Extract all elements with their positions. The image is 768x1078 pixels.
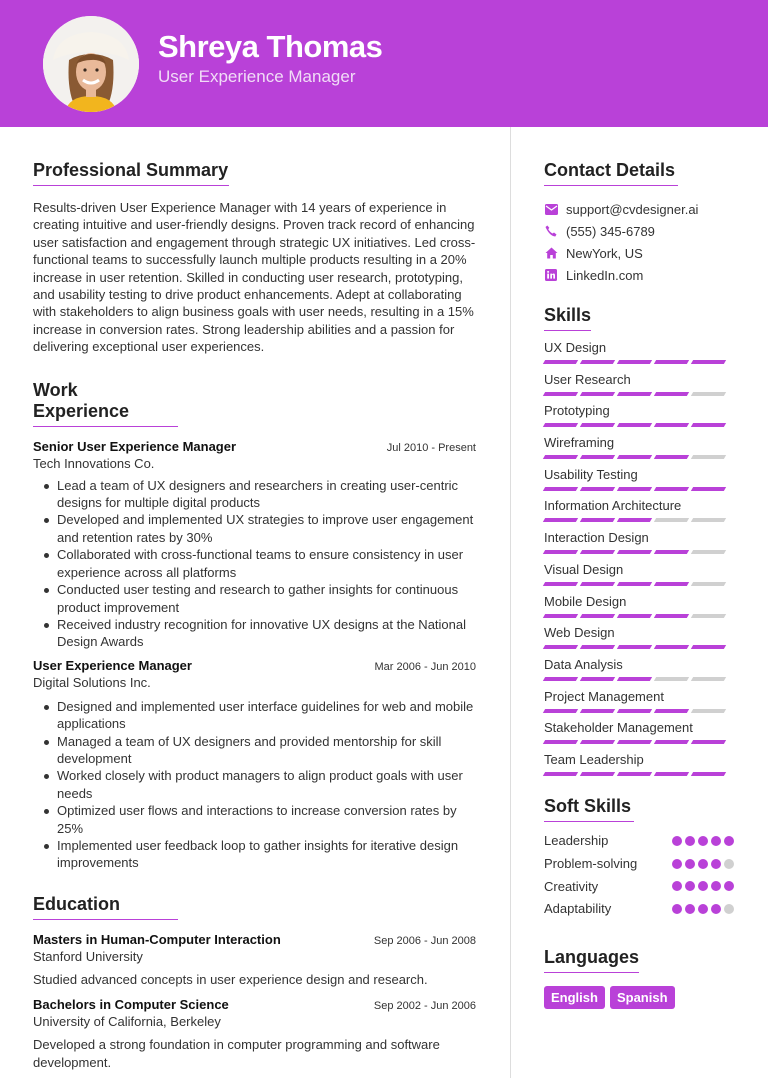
skill-level-segment [617, 709, 652, 713]
skill-item [544, 562, 734, 594]
job-date: Mar 2006 - Jun 2010 [374, 660, 476, 673]
skill-level-bars [544, 740, 734, 744]
job-title: User Experience Manager [33, 657, 192, 673]
job-date: Jul 2010 - Present [386, 441, 476, 454]
soft-skill-rating [672, 881, 734, 891]
rating-dot [724, 836, 734, 846]
contact-heading: Contact Details [544, 160, 678, 186]
list-item: Worked closely with product managers to align product goals with user needs [33, 767, 476, 802]
job-entry [33, 439, 476, 651]
summary-heading: Professional Summary [33, 160, 229, 186]
list-item: Received industry recognition for innovative UX designs at the National Design Awards [33, 616, 476, 651]
education-heading: Education [33, 894, 178, 920]
side-column [544, 160, 734, 1009]
skill-name: Mobile Design [544, 593, 627, 609]
skill-level-segment [543, 423, 578, 427]
skills-heading: Skills [544, 305, 591, 331]
skill-level-segment [654, 740, 689, 744]
skill-level-segment [580, 772, 615, 776]
skill-level-segment [580, 550, 615, 554]
rating-dot [711, 881, 721, 891]
rating-dot [724, 904, 734, 914]
avatar-illustration [43, 16, 139, 112]
rating-dot [672, 881, 682, 891]
skill-level-segment [580, 677, 615, 681]
work-heading: Work Experience [33, 380, 178, 427]
skill-level-bars [544, 677, 734, 681]
skill-item [544, 689, 734, 721]
skill-level-segment [543, 677, 578, 681]
list-item: Developed and implemented UX strategies to improve user engagement and retention rates by 30% [33, 511, 476, 546]
skill-level-segment [580, 518, 615, 522]
skill-level-segment [543, 645, 578, 649]
skill-level-segment [617, 518, 652, 522]
rating-dot [711, 859, 721, 869]
rating-dot [698, 881, 708, 891]
main-column [33, 160, 476, 1071]
skill-level-segment [617, 677, 652, 681]
soft-skill-rating [672, 904, 734, 914]
soft-skill-name: Creativity [544, 878, 599, 894]
languages-heading: Languages [544, 947, 639, 973]
skill-level-segment [691, 550, 726, 554]
contact-linkedin[interactable] [544, 264, 734, 286]
job-bullets [33, 477, 476, 651]
candidate-name: Shreya Thomas [158, 29, 383, 64]
skill-level-bars [544, 423, 734, 427]
skill-item [544, 720, 734, 752]
skill-name: Web Design [544, 625, 615, 641]
education-date: Sep 2002 - Jun 2006 [373, 1000, 476, 1013]
skill-level-segment [543, 455, 578, 459]
job-company: Tech Innovations Co. [33, 455, 155, 471]
summary-text: Results-driven User Experience Manager with 14 years of experience in creating intuitive and user-friendly designs. Proven track record of enhancing user satisfaction and engagement through strategic UX initiatives. Led cross-functional teams to successfully launch multiple products resulting in a 20% increase in user retention. Skilled in conducting user research, prototyping, and usability testing to drive product enhancements. Adept at collaborating with stakeholders to align business goals with user needs, resulting in a 15% increase in conversion rates. Strong leadership abilities and a passion for delivering exceptional user experiences. [33, 200, 476, 355]
skill-level-segment [654, 772, 689, 776]
skill-level-segment [691, 455, 726, 459]
skill-level-segment [617, 550, 652, 554]
soft-skill-name: Problem-solving [544, 856, 638, 872]
resume-header [0, 0, 768, 127]
contact-email[interactable] [544, 198, 734, 220]
rating-dot [698, 904, 708, 914]
skill-level-segment [543, 518, 578, 522]
language-badge: Spanish [610, 986, 675, 1009]
skill-level-segment [691, 360, 726, 364]
skill-name: Usability Testing [544, 466, 638, 482]
skill-name: Data Analysis [544, 656, 623, 672]
skill-level-segment [691, 740, 726, 744]
rating-dot [724, 859, 734, 869]
skill-level-bars [544, 772, 734, 776]
skill-level-segment [691, 423, 726, 427]
skill-level-segment [617, 455, 652, 459]
skill-level-segment [691, 772, 726, 776]
contact-location-text: NewYork, US [566, 245, 643, 261]
skill-level-segment [580, 614, 615, 618]
rating-dot [711, 904, 721, 914]
skill-level-segment [580, 455, 615, 459]
skill-level-segment [543, 392, 578, 396]
list-item: Managed a team of UX designers and provided mentorship for skill development [33, 733, 476, 768]
skill-level-segment [617, 645, 652, 649]
skill-level-segment [580, 360, 615, 364]
rating-dot [711, 836, 721, 846]
skill-level-segment [617, 614, 652, 618]
skill-level-segment [617, 772, 652, 776]
skill-level-segment [691, 392, 726, 396]
profile-photo [43, 16, 139, 112]
skill-level-segment [691, 709, 726, 713]
skill-level-segment [580, 582, 615, 586]
skill-level-segment [543, 740, 578, 744]
education-description: Developed a strong foundation in computer programming and software development. [33, 1037, 440, 1070]
contact-email-text: support@cvdesigner.ai [566, 201, 699, 217]
skill-level-segment [617, 487, 652, 491]
skill-name: Stakeholder Management [544, 720, 693, 736]
language-badge: English [544, 986, 605, 1009]
skill-item [544, 435, 734, 467]
skill-level-segment [543, 582, 578, 586]
skill-item [544, 657, 734, 689]
skill-level-segment [543, 550, 578, 554]
list-item: Designed and implemented user interface guidelines for web and mobile applications [33, 698, 476, 733]
list-item: Conducted user testing and research to gather insights for continuous product improvement [33, 581, 476, 616]
phone-icon [544, 224, 558, 238]
rating-dot [685, 836, 695, 846]
contact-phone-text: (555) 345-6789 [566, 223, 655, 239]
soft-skill-name: Adaptability [544, 901, 612, 917]
rating-dot [685, 881, 695, 891]
rating-dot [672, 836, 682, 846]
skill-level-segment [580, 709, 615, 713]
list-item: Collaborated with cross-functional teams to ensure consistency in user experience across all platforms [33, 546, 476, 581]
school-name: University of California, Berkeley [33, 1014, 221, 1030]
linkedin-icon [544, 268, 558, 282]
skill-name: Prototyping [544, 403, 610, 419]
skill-name: Information Architecture [544, 498, 682, 514]
skill-level-segment [654, 709, 689, 713]
education-entry [33, 932, 476, 988]
skill-level-bars [544, 518, 734, 522]
skill-level-segment [617, 392, 652, 396]
rating-dot [724, 881, 734, 891]
skill-level-segment [654, 392, 689, 396]
skill-level-segment [691, 487, 726, 491]
skill-name: Wireframing [544, 435, 615, 451]
soft-skill-item [544, 897, 734, 920]
column-divider [510, 127, 511, 1078]
skill-level-bars [544, 614, 734, 618]
skill-level-segment [543, 487, 578, 491]
education-description: Studied advanced concepts in user experience design and research. [33, 971, 428, 987]
skill-level-bars [544, 392, 734, 396]
skill-level-segment [617, 740, 652, 744]
skill-name: UX Design [544, 340, 607, 355]
skill-level-segment [543, 772, 578, 776]
skill-level-segment [691, 677, 726, 681]
skill-level-bars [544, 550, 734, 554]
skill-item [544, 403, 734, 435]
job-entry [33, 658, 476, 872]
skill-item [544, 372, 734, 404]
skill-item [544, 530, 734, 562]
skill-level-segment [580, 423, 615, 427]
rating-dot [685, 859, 695, 869]
contact-list [544, 198, 734, 286]
skill-level-segment [654, 487, 689, 491]
candidate-title: User Experience Manager [158, 67, 356, 86]
skill-level-bars [544, 487, 734, 491]
skill-item [544, 467, 734, 499]
contact-linkedin-text: LinkedIn.com [566, 267, 644, 283]
skill-level-segment [543, 360, 578, 364]
rating-dot [698, 836, 708, 846]
skill-level-segment [580, 392, 615, 396]
list-item: Implemented user feedback loop to gather insights for iterative design improvements [33, 837, 476, 872]
skill-item [544, 340, 734, 372]
skill-level-segment [654, 360, 689, 364]
skill-level-segment [543, 614, 578, 618]
skill-level-segment [580, 740, 615, 744]
rating-dot [672, 859, 682, 869]
school-name: Stanford University [33, 948, 143, 964]
skill-level-segment [617, 360, 652, 364]
soft-skill-item [544, 830, 734, 853]
skill-level-segment [580, 645, 615, 649]
skill-level-segment [654, 455, 689, 459]
skills-list [544, 340, 734, 784]
soft-skill-name: Leadership [544, 833, 609, 849]
skill-name: Project Management [544, 688, 664, 704]
skill-level-segment [654, 614, 689, 618]
job-company: Digital Solutions Inc. [33, 674, 151, 690]
skill-level-segment [654, 645, 689, 649]
skill-level-segment [617, 423, 652, 427]
skill-name: Team Leadership [544, 751, 644, 767]
skill-name: User Research [544, 371, 631, 387]
skill-level-segment [654, 423, 689, 427]
skill-level-segment [654, 677, 689, 681]
skill-level-bars [544, 582, 734, 586]
rating-dot [672, 904, 682, 914]
soft-skill-rating [672, 836, 734, 846]
skill-name: Visual Design [544, 561, 624, 577]
languages-list [544, 986, 734, 1009]
skill-level-segment [654, 582, 689, 586]
skill-level-segment [691, 518, 726, 522]
soft-skills-heading: Soft Skills [544, 796, 634, 822]
skill-level-bars [544, 455, 734, 459]
home-icon [544, 246, 558, 260]
soft-skills-list [544, 830, 734, 920]
skill-level-segment [691, 582, 726, 586]
contact-location [544, 242, 734, 264]
skill-level-segment [654, 550, 689, 554]
skill-level-bars [544, 709, 734, 713]
skill-item [544, 625, 734, 657]
skill-level-segment [543, 709, 578, 713]
skill-level-bars [544, 645, 734, 649]
rating-dot [685, 904, 695, 914]
education-date: Sep 2006 - Jun 2008 [373, 934, 476, 947]
skill-level-bars [544, 360, 734, 364]
degree-title: Bachelors in Computer Science [33, 997, 229, 1013]
job-bullets [33, 698, 476, 872]
skill-level-segment [580, 487, 615, 491]
soft-skill-item [544, 852, 734, 875]
envelope-icon [544, 202, 558, 216]
skill-item [544, 498, 734, 530]
skill-level-segment [654, 518, 689, 522]
skill-name: Interaction Design [544, 530, 649, 546]
education-entry [33, 997, 476, 1071]
skill-item [544, 594, 734, 626]
list-item: Lead a team of UX designers and researchers in creating user-centric designs for multiple digital products [33, 477, 476, 512]
skill-level-segment [691, 645, 726, 649]
skill-item [544, 752, 734, 784]
skill-level-segment [691, 614, 726, 618]
soft-skill-item [544, 875, 734, 898]
degree-title: Masters in Human-Computer Interaction [33, 931, 281, 947]
list-item: Optimized user flows and interactions to increase conversion rates by 25% [33, 802, 476, 837]
soft-skill-rating [672, 859, 734, 869]
rating-dot [698, 859, 708, 869]
skill-level-segment [617, 582, 652, 586]
contact-phone[interactable] [544, 220, 734, 242]
job-title: Senior User Experience Manager [33, 438, 237, 454]
